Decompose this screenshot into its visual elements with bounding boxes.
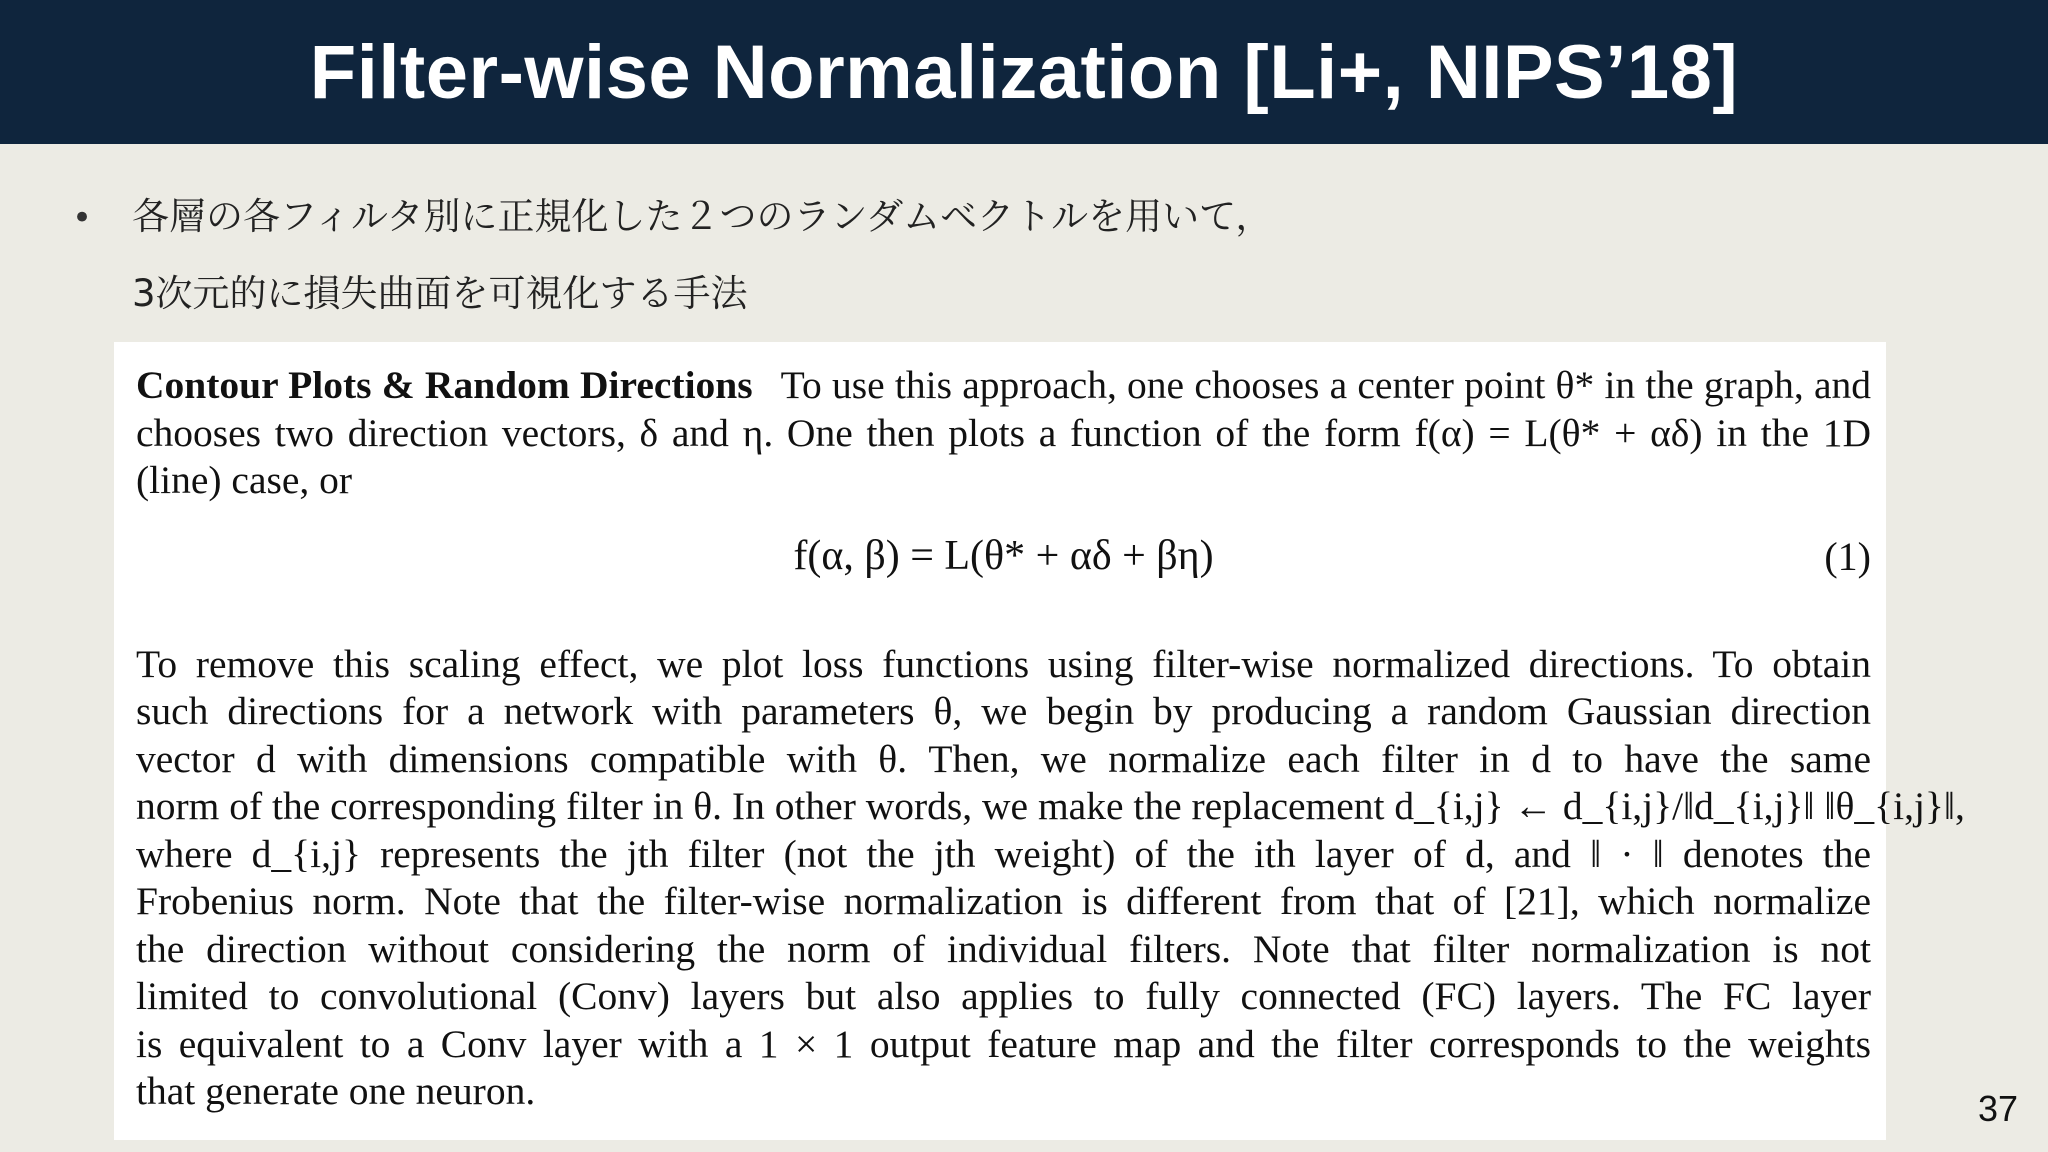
paper-excerpt-content: [136, 362, 1965, 1116]
equation-row: [136, 505, 1871, 625]
paragraph-line: norm of the corresponding filter in θ. In other words, we make the replacement d_{i,j} ← d_{i,j}/‖d_{i,j}‖ ‖θ_{i,j}‖,: [136, 784, 1965, 828]
excerpt-heading: Contour Plots & Random Directions: [136, 363, 753, 407]
bullet-line-1: 各層の各フィルタ別に正規化した２つのランダムベクトルを用いて，: [132, 195, 1273, 238]
paragraph-line: is equivalent to a Conv layer with a 1 × 1 output feature map and the filter corresponds to the weights: [136, 1021, 1871, 1066]
paragraph-line: limited to convolutional (Conv) layers but also applies to fully connected (FC) layers. The FC layer: [136, 974, 1871, 1018]
paragraph-line: where d_{i,j} represents the jth filter (not the jth weight) of the ith layer of d, and ‖ · ‖ denotes the: [136, 831, 1871, 876]
bullet-dot-icon: •: [72, 198, 93, 238]
paragraph-line: the direction without considering the norm of individual filters. Note that filter normalization is not: [136, 926, 1871, 971]
slide-header: [0, 0, 2048, 144]
bullet-block: [72, 186, 1952, 325]
excerpt-paragraph-2: [136, 641, 1965, 1116]
excerpt-paragraph-1-text: To use this approach, one chooses a center point θ* in the graph, and chooses two direction vectors, δ and η. One then plots a function of the form f(α) = L(θ* + αδ) in the 1D (line) case, or: [136, 363, 1871, 502]
paragraph-line: Frobenius norm. Note that the filter-wise normalization is different from that of [21], which normalize: [136, 879, 1871, 923]
page-number: 37: [1977, 1088, 2018, 1129]
excerpt-paragraph-1: [136, 362, 1871, 505]
equation-number: (1): [1824, 533, 1871, 579]
slide-title: Filter-wise Normalization [Li+, NIPS’18]: [309, 29, 1739, 115]
equation: f(α, β) = L(θ* + αδ + βη): [793, 532, 1214, 579]
paragraph-line: vector d with dimensions compatible with θ. Then, we normalize each filter in d to have the same: [136, 736, 1871, 781]
paragraph-line: that generate one neuron.: [136, 1069, 536, 1113]
paragraph-line: To remove this scaling effect, we plot loss functions using filter-wise normalized directions. To obtain: [136, 641, 1871, 686]
paper-excerpt: [114, 342, 1965, 1140]
bullet-item: [72, 186, 1952, 248]
bullet-line-2: 3次元的に損失曲面を可視化する手法: [132, 272, 748, 315]
paragraph-line: such directions for a network with parameters θ, we begin by producing a random Gaussian direction: [136, 689, 1871, 733]
